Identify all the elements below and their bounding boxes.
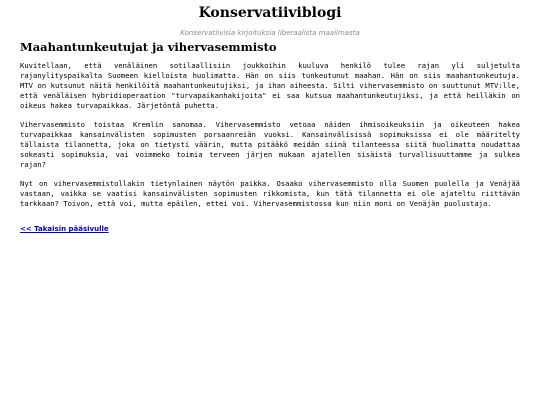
article-content xyxy=(20,40,520,236)
site-title: Konservatiiviblogi xyxy=(198,5,342,21)
back-to-home-link[interactable]: << Takaisin pääsivulle xyxy=(20,225,109,233)
site-subtitle: Konservatiivisia kirjoituksia liberaalista maailmasta xyxy=(180,29,360,37)
article-paragraph: Vihervasemmisto toistaa Kremlin sanomaa. Vihervasemmisto vetoaa näiden ihmisoikeuksiin ja oikeuteen hakea turvapaikkaa kansainvälisten sopimusten porsaanreiän vuoksi. Kansainvälisissä sopimuksissa ei ole määritelty tällaista tilannetta, joka on tietysti väärin, mutta pitääkö meidän siinä tilanteessa siitä huolimatta noudattaa sokeasti sopimuksia, vai voimmeko toimia terveen järjen mukaan ajatellen sisäistä turvallisuuttamme ja sulkea rajan? xyxy=(20,120,520,169)
site-header xyxy=(0,0,540,38)
article-paragraph: Nyt on vihervasemmistollakin tietynlainen näytön paikka. Osaako vihervasemmisto olla Suomen puolella ja Venäjää vastaan, vaikka se vaatisi kansainvälisten sopimusten rikkomista, kun tätä tilannetta ei ole ajateltu riittävän tarkkaan? Toivon, että voi, mutta epäilen, ettei voi. Vihervasemmistossa kun niin moni on Venäjän puolustaja. xyxy=(20,179,520,208)
article-paragraph: Kuvitellaan, että venäläinen sotilaallisiin joukkoihin kuuluva henkilö tulee rajan yli suljetulta rajanylityspaikalta Suomeen kielloista huolimatta. Hän on siis tunkeutunut maahan. Hän on siis maahantunkeutuja. MTV on kutsunut näitä henkilöitä maahantunkeutujiksi, ja ihan aiheesta. Silti vihervasemmisto on suuttunut MTV:lle, että venäläisen hybridioperaation "turvapaikanhakijoita" ei saa kutsua maahantunkeutujiksi, ja että heilläkin on oikeus hakea turvapaikkaa. Järjetöntä puhetta. xyxy=(20,61,520,110)
article-title: Maahantunkeutujat ja vihervasemmisto xyxy=(20,40,277,54)
